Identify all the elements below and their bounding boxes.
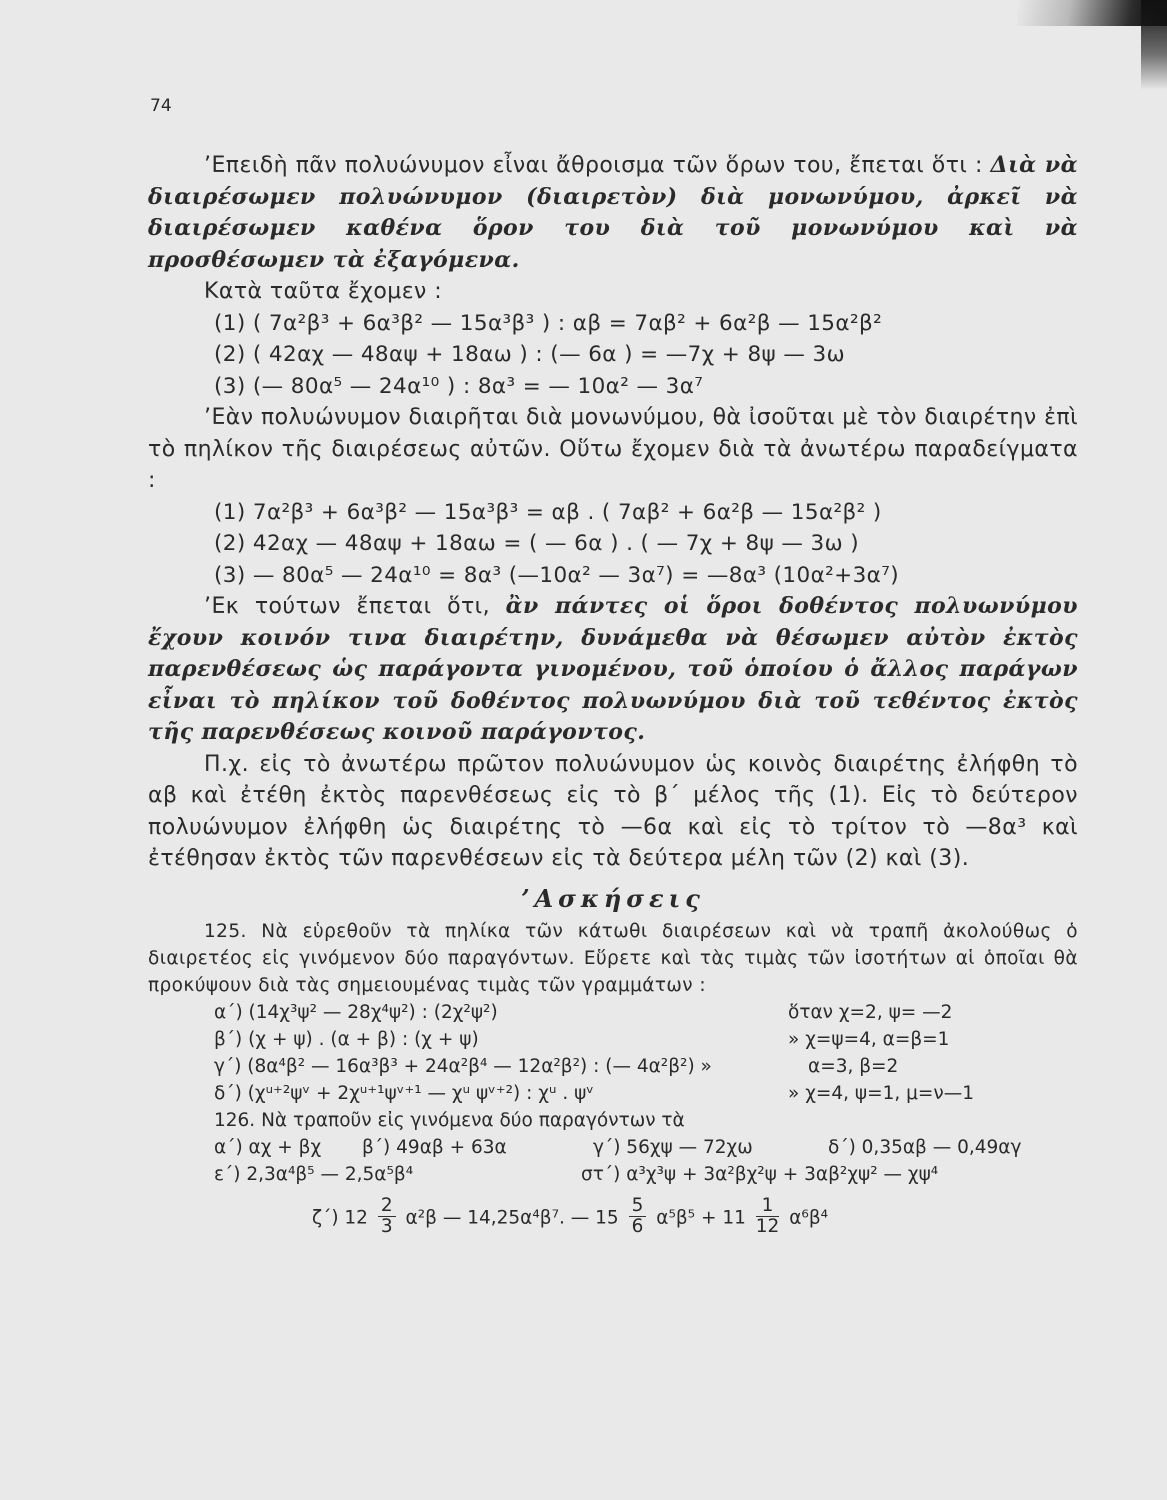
exercise-condition: α=3, β=2 bbox=[808, 1055, 899, 1077]
division-eq-2: (2) ( 42αχ — 48αψ + 18αω ) : (— 6α ) = —7χ + 8ψ — 3ω bbox=[214, 342, 845, 367]
ek-paragraph bbox=[148, 591, 1078, 749]
exercise-condition: » χ=ψ=4, α=β=1 bbox=[788, 1028, 950, 1050]
division-eq-3: (3) (— 80α⁵ — 24α¹⁰ ) : 8α³ = — 10α² — 3α⁷ bbox=[214, 373, 704, 399]
exercise-125-d bbox=[148, 1080, 1078, 1107]
fraction-numerator: 2 bbox=[378, 1196, 396, 1217]
exercise-126-text: 126. Νὰ τραποῦν εἰς γινόμενα δύο παραγόντων τὰ bbox=[214, 1109, 685, 1131]
exercise-expr: γ΄) (8α⁴β² — 16α³β³ + 24α²β⁴ — 12α²β²) : (— 4α²β²) » bbox=[214, 1055, 712, 1077]
exercise-125-c bbox=[148, 1053, 1078, 1080]
exercise-condition: ὅταν χ=2, ψ= —2 bbox=[788, 1001, 953, 1023]
exercise-expr: β΄) (χ + ψ) . (α + β) : (χ + ψ) bbox=[214, 1028, 479, 1050]
scan-shadow-edge bbox=[1141, 0, 1167, 90]
intro-text: ’Επειδὴ πᾶν πολυώνυμον εἶναι ἄθροισμα τῶν ὅρων του, ἔπεται ὅτι : bbox=[204, 153, 991, 178]
exercise-126-row1 bbox=[148, 1134, 1078, 1161]
division-rule: Διὰ νὰ διαιρέσωμεν πολυώνυμον (διαιρετὸν) διὰ μονωνύμου, ἀρκεῖ νὰ διαιρέσωμεν καθένα ὅρον του διὰ τοῦ μονωνύμου καὶ νὰ προσθέσωμεν τὰ ἐξαγόμενα. bbox=[148, 152, 1078, 273]
exercise-125-a bbox=[148, 999, 1078, 1026]
exercise-126-c: γ΄) 56χψ — 72χω bbox=[593, 1136, 753, 1158]
book-page bbox=[148, 96, 1078, 1239]
zeta-label: ζ΄) 12 bbox=[312, 1207, 368, 1228]
exercise-126-row2 bbox=[148, 1161, 1078, 1188]
product-eq-2: (2) 42αχ — 48αψ + 18αω = ( — 6α ) . ( — 7χ + 8ψ — 3ω ) bbox=[214, 531, 860, 556]
fraction-denominator: 12 bbox=[755, 1215, 780, 1237]
exercise-126-st: στ΄) α³χ³ψ + 3α²βχ²ψ + 3αβ²χψ² — χψ⁴ bbox=[581, 1163, 939, 1185]
zeta-middle-2: α⁵β⁵ + 11 bbox=[656, 1207, 746, 1228]
intro-paragraph bbox=[148, 150, 1078, 276]
exercise-126-b: β΄) 49αβ + 63α bbox=[362, 1136, 507, 1158]
exercise-125-text: 125. Νὰ εὑρεθοῦν τὰ πηλίκα τῶν κάτωθι διαιρέσεων καὶ νὰ τραπῆ ἀκολούθως ὁ διαιρετέος εἰς γινόμενον δύο παραγόντων. Εὕρετε καὶ τὰς τιμὰς τῶν ἰσοτήτων αἱ ὁποῖαι θὰ προκύψουν διὰ τὰς σημειουμένας τιμὰς τῶν γραμμάτων : bbox=[148, 920, 1078, 996]
fraction-numerator: 5 bbox=[629, 1196, 647, 1217]
fraction-denominator: 3 bbox=[380, 1215, 393, 1237]
ek-text: ’Εκ τούτων ἔπεται ὅτι, bbox=[204, 594, 506, 619]
exercise-125-b bbox=[148, 1026, 1078, 1053]
exercises-title: ’Ασκήσεις bbox=[521, 883, 705, 913]
exercise-126-d: δ΄) 0,35αβ — 0,49αγ bbox=[828, 1136, 1022, 1158]
common-factor-rule: ἂν πάντες οἱ ὅροι δοθέντος πολυωνύμου ἔχουν κοινόν τινα διαιρέτην, δυνάμεθα νὰ θέσωμεν αὐτὸν ἐκτὸς παρενθέσεως ὡς παράγοντα γινομένου, τοῦ ὁποίου ὁ ἄλλος παράγων εἶναι τὸ πηλίκον τοῦ δοθέντος πολυωνύμου διὰ τοῦ τεθέντος ἐκτὸς τῆς παρενθέσεως κοινοῦ παράγοντος. bbox=[148, 593, 1078, 745]
kata-tauta: Κατὰ ταῦτα ἔχομεν : bbox=[204, 279, 443, 304]
exercise-expr: α΄) (14χ³ψ² — 28χ⁴ψ²) : (2χ²ψ²) bbox=[214, 1001, 498, 1023]
zeta-tail: α⁶β⁴ bbox=[789, 1207, 829, 1228]
zeta-middle-1: α²β — 14,25α⁴β⁷. — 15 bbox=[405, 1207, 619, 1228]
fraction-5-6 bbox=[629, 1196, 647, 1237]
exercise-126-z bbox=[148, 1194, 1078, 1239]
example-paragraph: Π.χ. εἰς τὸ ἀνωτέρω πρῶτον πολυώνυμον ὡς κοινὸς διαιρέτης ἐλήφθη τὸ αβ καὶ ἐτέθη ἐκτὸς παρενθέσεως εἰς τὸ β΄ μέλος τῆς (1). Εἰς τὸ δεύτερον πολυώνυμον ἐλήφθη ὡς διαιρέτης τὸ —6α καὶ εἰς τὸ τρίτον τὸ —8α³ καὶ ἐτέθησαν ἐκτὸς τῶν παρενθέσεων εἰς τὰ δεύτερα μέλη τῶν (2) καὶ (3). bbox=[148, 751, 1078, 871]
ean-paragraph: ’Εὰν πολυώνυμον διαιρῆται διὰ μονωνύμου, θὰ ἰσοῦται μὲ τὸν διαιρέτην ἐπὶ τὸ πηλίκον τῆς διαιρέσεως αὐτῶν. Οὕτω ἔχομεν διὰ τὰ ἀνωτέρω παραδείγματα : bbox=[148, 405, 1078, 493]
exercise-condition: » χ=4, ψ=1, μ=ν—1 bbox=[788, 1082, 975, 1104]
exercise-126-a: α΄) αχ + βχ bbox=[214, 1136, 322, 1158]
exercise-126-e: ε΄) 2,3α⁴β⁵ — 2,5α⁵β⁴ bbox=[214, 1163, 414, 1185]
product-eq-3: (3) — 80α⁵ — 24α¹⁰ = 8α³ (—10α² — 3α⁷) = —8α³ (10α²+3α⁷) bbox=[214, 562, 900, 588]
page-number: 74 bbox=[150, 96, 172, 116]
fraction-numerator: 1 bbox=[756, 1196, 780, 1217]
division-eq-1: (1) ( 7α²β³ + 6α³β² — 15α³β³ ) : αβ = 7αβ² + 6α²β — 15α²β² bbox=[214, 310, 883, 336]
product-eq-1: (1) 7α²β³ + 6α³β² — 15α³β³ = αβ . ( 7αβ² + 6α²β — 15α²β² ) bbox=[214, 499, 882, 525]
fraction-1-12 bbox=[756, 1196, 780, 1237]
fraction-2-3 bbox=[378, 1196, 396, 1237]
exercise-expr: δ΄) (χᵘ⁺²ψᵛ + 2χᵘ⁺¹ψᵛ⁺¹ — χᵘ ψᵛ⁺²) : χᵘ . ψᵛ bbox=[214, 1082, 595, 1104]
fraction-denominator: 6 bbox=[631, 1215, 644, 1237]
